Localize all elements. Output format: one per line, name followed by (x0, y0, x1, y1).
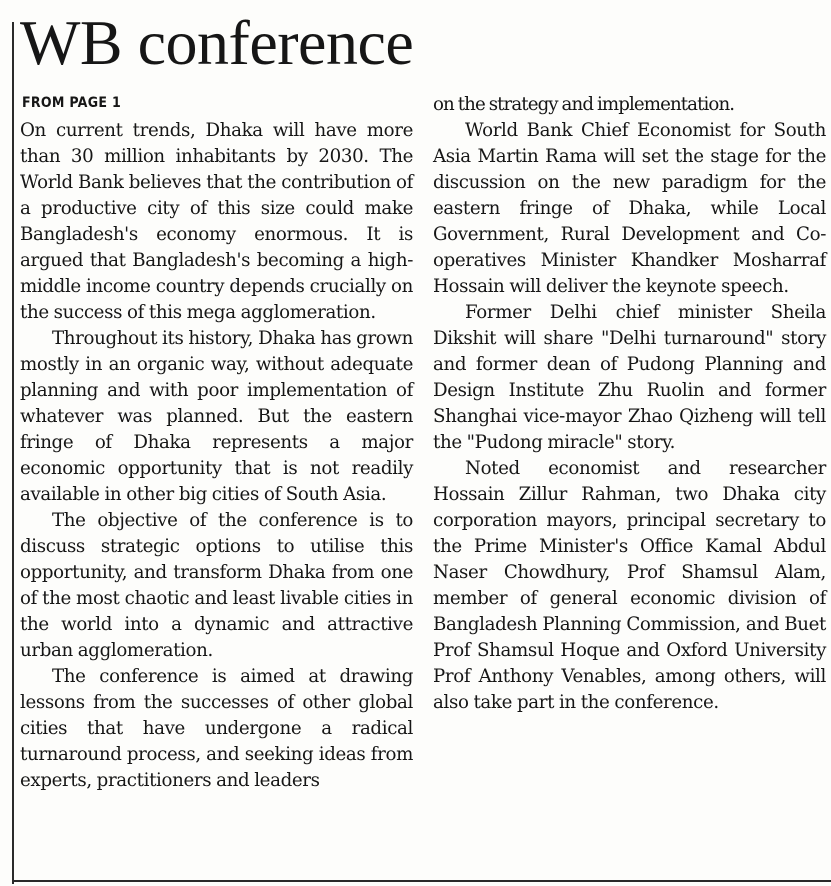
bottom-rule (14, 880, 831, 882)
article-column-right (433, 92, 826, 716)
paragraph: Former Delhi chief minister Sheila Dikshit will share "Delhi turnaround" story and former dean of Pudong Planning and Design Institute Zhu Ruolin and former Shanghai vice-mayor Zhao Qizheng will tell the "Pudong miracle" story. (433, 302, 826, 453)
continuation-kicker: FROM PAGE 1 (22, 95, 122, 111)
article-column-left (20, 118, 413, 794)
paragraph: On current trends, Dhaka will have more than 30 million inhabitants by 2030. The World Bank believes that the contribution of a productive city of this size could make Bangladesh's economy enormous. It is argued that Bangladesh's becoming a high-middle income country depends crucially on the success of this mega agglomeration. (20, 120, 413, 323)
headline: WB conference (20, 7, 414, 78)
paragraph: Throughout its history, Dhaka has grown mostly in an organic way, without adequate planning and with poor implementation of whatever was planned. But the eastern fringe of Dhaka represents a major economic opportunity that is not readily available in other big cities of South Asia. (20, 328, 413, 505)
paragraph: World Bank Chief Economist for South Asia Martin Rama will set the stage for the discussion on the new paradigm for the eastern fringe of Dhaka, while Local Government, Rural Development and Co-operatives Minister Khandker Mosharraf Hossain will deliver the keynote speech. (433, 120, 826, 297)
paragraph: The objective of the conference is to discuss strategic options to utilise this opportunity, and transform Dhaka from one of the most chaotic and least livable cities in the world into a dynamic and attractive urban agglomeration. (20, 510, 413, 661)
paragraph: The conference is aimed at drawing lessons from the successes of other global cities that have undergone a radical turnaround process, and seeking ideas from experts, practitioners and leaders (20, 666, 413, 791)
column-rule-left (12, 22, 14, 884)
paragraph: Noted economist and researcher Hossain Zillur Rahman, two Dhaka city corporation mayors, principal secretary to the Prime Minister's Office Kamal Abdul Naser Chowdhury, Prof Shamsul Alam, member of general economic division of Bangladesh Planning Commission, and Buet Prof Shamsul Hoque and Oxford University Prof Anthony Venables, among others, will also take part in the conference. (433, 458, 826, 713)
paragraph: on the strategy and implementation. (433, 94, 735, 115)
